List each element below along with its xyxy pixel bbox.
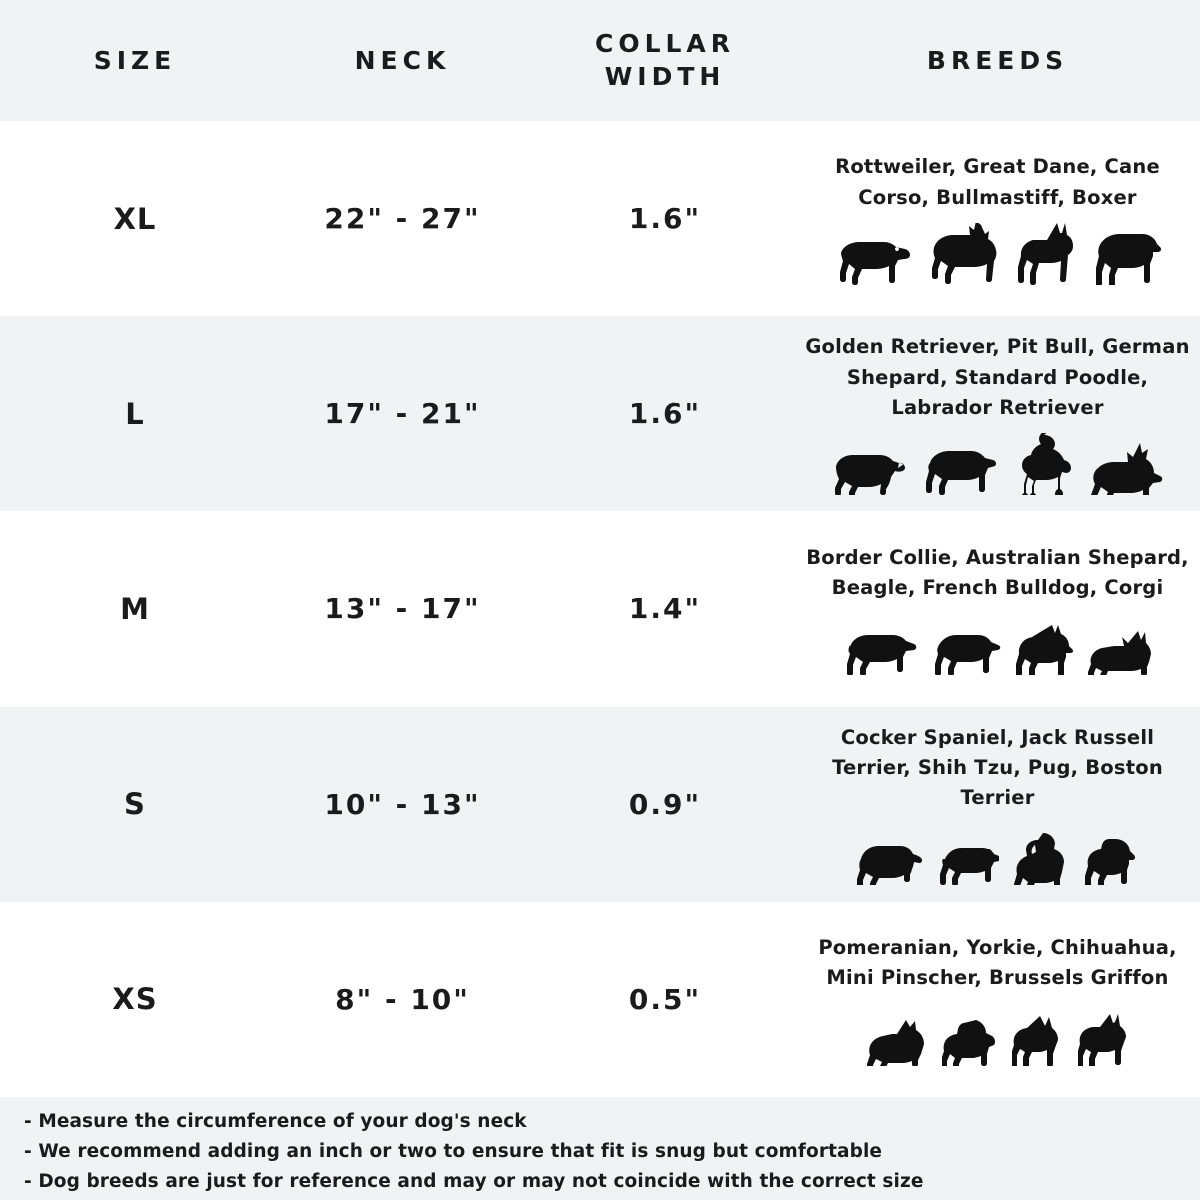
cell-collar-width: 1.6" [628, 397, 702, 431]
mini-pinscher-icon [1078, 1012, 1130, 1066]
cell-size: XS [112, 982, 158, 1017]
cell-neck: 17" - 21" [324, 397, 481, 431]
breeds-text: Cocker Spaniel, Jack Russell Terrier, Shih Tzu, Pug, Boston Terrier [832, 725, 1163, 810]
pug-icon [1085, 835, 1141, 885]
cell-collar-width: 0.5" [628, 982, 702, 1016]
great-dane-icon [927, 223, 1003, 285]
doberman-icon [1017, 221, 1077, 285]
cell-neck: 13" - 17" [324, 592, 481, 626]
column-header-size: SIZE [93, 45, 177, 75]
breed-icon-group [866, 1000, 1130, 1066]
cell-size: S [124, 787, 146, 822]
german-shepard-icon [1088, 441, 1164, 495]
border-collie-icon [844, 627, 918, 675]
note-item: - Dog breeds are just for reference and may or may not coincide with the correct size [24, 1170, 924, 1192]
breed-icon-group [855, 819, 1141, 885]
poodle-icon [1010, 433, 1074, 495]
table-row [0, 121, 1200, 316]
column-header-neck: NECK [354, 45, 451, 75]
note-item: - We recommend adding an inch or two to ensure that fit is snug but comfortable [24, 1140, 883, 1162]
breed-icon-group [844, 609, 1152, 675]
cell-neck: 10" - 13" [324, 787, 481, 821]
cell-breeds [795, 332, 1200, 495]
cocker-spaniel-icon [855, 837, 923, 885]
notes-section [0, 1097, 1200, 1200]
cell-collar-width: 0.9" [628, 787, 702, 821]
cell-size: M [120, 591, 150, 626]
pit-bull-icon [922, 443, 996, 495]
breeds-text: Rottweiler, Great Dane, Cane Corso, Bullmastiff, Boxer [835, 155, 1160, 209]
note-item: - Measure the circumference of your dog's neck [24, 1110, 527, 1132]
table-row [0, 707, 1200, 902]
corgi-icon [1088, 629, 1152, 675]
column-header-collar-width: COLLAR WIDTH [594, 28, 736, 92]
rottweiler-icon [835, 229, 913, 285]
table-header-row [0, 0, 1200, 121]
breed-icon-group [835, 219, 1161, 285]
breeds-text: Golden Retriever, Pit Bull, German Shepard, Standard Poodle, Labrador Retriever [805, 335, 1190, 419]
cell-collar-width: 1.4" [628, 592, 702, 626]
shih-tzu-icon [1013, 831, 1071, 885]
table-row [0, 316, 1200, 511]
breeds-text: Border Collie, Australian Shepard, Beagle, French Bulldog, Corgi [806, 545, 1189, 599]
breeds-text: Pomeranian, Yorkie, Chihuahua, Mini Pinscher, Brussels Griffon [818, 936, 1177, 990]
jack-russell-terrier-icon [937, 839, 999, 885]
cell-breeds [795, 933, 1200, 1065]
cell-size: XL [113, 201, 157, 236]
cell-breeds [795, 723, 1200, 886]
chihuahua-icon [1012, 1014, 1064, 1066]
cell-neck: 8" - 10" [335, 982, 470, 1016]
column-header-breeds: BREEDS [926, 45, 1069, 75]
table-row [0, 511, 1200, 706]
yorkie-icon [942, 1018, 998, 1066]
cell-size: L [125, 396, 145, 431]
bullmastiff-icon [1091, 227, 1161, 285]
cell-breeds [795, 543, 1200, 675]
cell-neck: 22" - 27" [324, 202, 481, 235]
pomeranian-icon [866, 1016, 928, 1066]
cell-collar-width: 1.6" [628, 202, 702, 235]
table-row [0, 902, 1200, 1097]
cell-breeds [795, 152, 1200, 284]
breed-icon-group [832, 429, 1164, 495]
french-bulldog-icon [1016, 623, 1074, 675]
beagle-icon [932, 627, 1002, 675]
golden-retriever-icon [832, 445, 908, 495]
